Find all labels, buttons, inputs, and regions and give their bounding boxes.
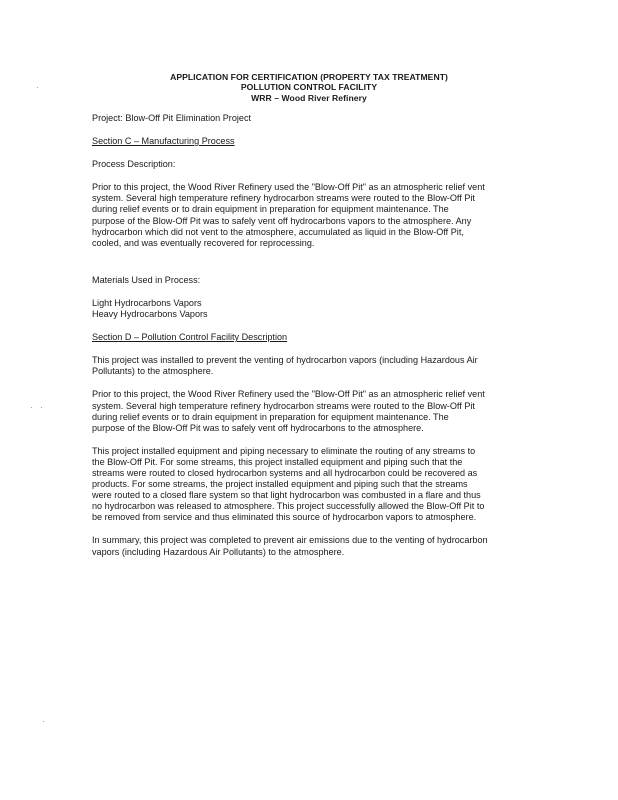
paragraph-line: no hydrocarbon was released to atmosphere. This project successfully allowed the Blow-Off Pit to: [92, 501, 485, 512]
paragraph-line: were routed to a closed flare system so that light hydrocarbon was combusted in a flare and thus: [92, 490, 481, 501]
paragraph-line: purpose of the Blow-Off Pit was to safely vent off hydrocarbons vapors to the atmosphere. Any: [92, 215, 472, 226]
paragraph-line: This project installed equipment and piping necessary to eliminate the routing of any streams to: [92, 445, 476, 456]
section-d-paragraph-2: [92, 389, 528, 433]
paragraph-line: purpose of the Blow-Off Pit was to safely vent off hydrocarbons to the atmosphere.: [92, 422, 424, 433]
header-facility: WRR – Wood River Refinery: [251, 92, 367, 103]
paragraph-line: system. Several high temperature refinery hydrocarbon streams were routed to the Blow-Off Pit: [92, 193, 475, 204]
paragraph-line: Pollutants) to the atmosphere.: [92, 366, 214, 377]
paragraph-line: during relief events or to drain equipment in preparation for equipment maintenance. The: [92, 411, 449, 422]
paragraph-line: the Blow-Off Pit. For some streams, this project installed equipment and piping such that the: [92, 456, 463, 467]
section-d-paragraph-3: [92, 446, 528, 524]
scan-speck: ·: [30, 403, 33, 412]
material-item: Heavy Hydrocarbons Vapors: [92, 309, 208, 320]
section-c-heading: Section C – Manufacturing Process: [92, 136, 235, 147]
section-d-paragraph-1: [92, 355, 528, 377]
scan-speck: ·: [36, 83, 39, 92]
scan-speck: ·: [40, 403, 43, 412]
process-description-paragraph: [92, 182, 528, 249]
section-d-heading: Section D – Pollution Control Facility Description: [92, 332, 288, 343]
paragraph-line: Prior to this project, the Wood River Refinery used the "Blow-Off Pit" as an atmospheric relief vent: [92, 182, 485, 193]
paragraph-line: vapors (including Hazardous Air Pollutants) to the atmosphere.: [92, 546, 345, 557]
materials-list: [92, 298, 528, 320]
paragraph-line: This project was installed to prevent the venting of hydrocarbon vapors (including Hazardous Air: [92, 355, 478, 366]
header-subtitle: POLLUTION CONTROL FACILITY: [240, 82, 378, 93]
paragraph-line: be removed from service and thus eliminated this source of hydrocarbon vapors to atmosphere.: [92, 512, 477, 523]
scan-speck: ·: [42, 717, 45, 726]
document-body: [92, 113, 528, 558]
section-d-paragraph-4: [92, 535, 528, 557]
materials-heading: Materials Used in Process:: [92, 274, 201, 285]
paragraph-line: hydrocarbon which did not vent to the atmosphere, accumulated as liquid in the Blow-Off Pit,: [92, 226, 464, 237]
paragraph-line: streams were routed to closed hydrocarbon systems and all hydrocarbon could be recovered as: [92, 467, 478, 478]
paragraph-line: In summary, this project was completed to prevent air emissions due to the venting of hydrocarbon: [92, 535, 488, 546]
material-item: Light Hydrocarbons Vapors: [92, 297, 202, 308]
process-description-heading: Process Description:: [92, 159, 176, 170]
document-header: [0, 72, 618, 103]
paragraph-line: Prior to this project, the Wood River Refinery used the "Blow-Off Pit" as an atmospheric relief vent: [92, 389, 485, 400]
paragraph-line: system. Several high temperature refinery hydrocarbon streams were routed to the Blow-Off Pit: [92, 400, 475, 411]
paragraph-line: cooled, and was eventually recovered for reprocessing.: [92, 237, 315, 248]
project-line: Project: Blow-Off Pit Elimination Project: [92, 113, 252, 123]
paragraph-line: during relief events or to drain equipment in preparation for equipment maintenance. The: [92, 204, 449, 215]
header-title: APPLICATION FOR CERTIFICATION (PROPERTY TAX TREATMENT): [170, 72, 448, 82]
paragraph-line: products. For some streams, the project installed equipment and piping such that the streams: [92, 479, 468, 490]
